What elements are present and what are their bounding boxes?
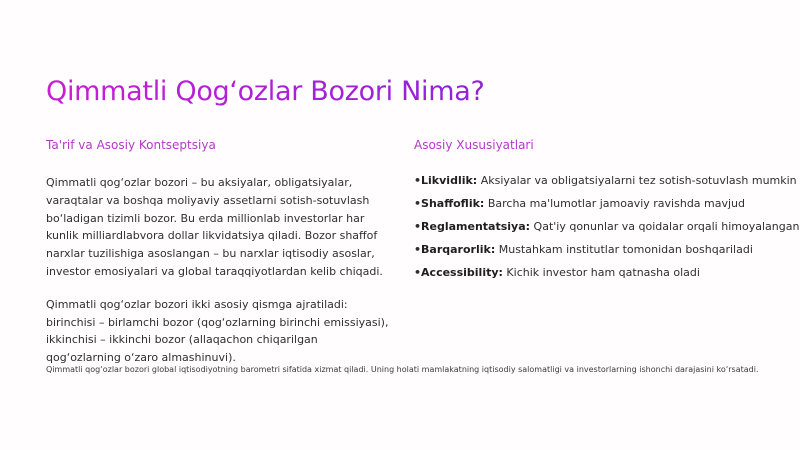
bullet-icon: • bbox=[414, 174, 422, 187]
bullet-icon: • bbox=[414, 197, 422, 210]
feature-text: Mustahkam institutlar tomonidan boshqariladi bbox=[495, 243, 753, 256]
definition-column bbox=[46, 136, 391, 382]
bullet-icon: • bbox=[414, 266, 422, 279]
feature-term: Likvidlik: bbox=[421, 174, 478, 187]
feature-text: Aksiyalar va obligatsiyalarni tez sotish-sotuvlash mumkin bbox=[477, 174, 797, 187]
feature-transparency bbox=[414, 197, 784, 211]
feature-liquidity bbox=[414, 174, 797, 188]
feature-term: Shaffoflik: bbox=[421, 197, 485, 210]
bullet-icon: • bbox=[414, 243, 422, 256]
bullet-icon: • bbox=[414, 220, 422, 233]
feature-stability bbox=[414, 243, 784, 257]
feature-accessibility bbox=[414, 266, 784, 280]
feature-term: Reglamentatsiya: bbox=[421, 220, 531, 233]
slide-title: Qimmatli Qog‘ozlar Bozori Nima? bbox=[46, 72, 484, 112]
feature-regulation bbox=[414, 220, 800, 234]
feature-text: Barcha ma'lumotlar jamoaviy ravishda mavjud bbox=[484, 197, 746, 210]
features-heading: Asosiy Xususiyatlari bbox=[414, 138, 534, 152]
feature-term: Accessibility: bbox=[421, 266, 503, 279]
features-list bbox=[414, 174, 800, 280]
market-parts-paragraph: Qimmatli qog‘ozlar bozori ikki asosiy qismga ajratiladi: birinchisi – birlamchi bozor (qog‘ozlarning birinchi emissiyasi), ikkinchisi – ikkinchi bozor (allaqachon chiqarilgan qog‘ozlarning o‘zaro almashinuvi). bbox=[46, 297, 389, 365]
footer-note: Qimmatli qog‘ozlar bozori global iqtisodiyotning barometri sifatida xizmat qiladi. Uning holati mamlakatning iqtisodiy salomatligi va investorlarning ishonchi darajasini ko‘rsatadi. bbox=[46, 365, 759, 374]
feature-term: Barqarorlik: bbox=[421, 243, 496, 256]
features-column bbox=[414, 136, 800, 289]
feature-text: Kichik investor ham qatnasha oladi bbox=[502, 266, 700, 279]
definition-paragraph: Qimmatli qog‘ozlar bozori – bu aksiyalar, obligatsiyalar, varaqtalar va boshqa moliyaviy assetlarni sotish-sotuvlash bo‘ladigan tizimli bozor. Bu erda millionlab investorlar har kunlik milliardlabvora dollar likvidatsiya qiladi. Bozor shaffof narxlar tuzilishiga asoslangan – bu narxlar iqtisodiy asoslar, investor emosiyalari va global taraqqiyotlardan kelib chiqadi. bbox=[46, 176, 383, 278]
feature-text: Qat'iy qonunlar va qoidalar orqali himoyalangan bbox=[530, 220, 800, 233]
definition-heading: Ta'rif va Asosiy Kontseptsiya bbox=[46, 138, 216, 152]
